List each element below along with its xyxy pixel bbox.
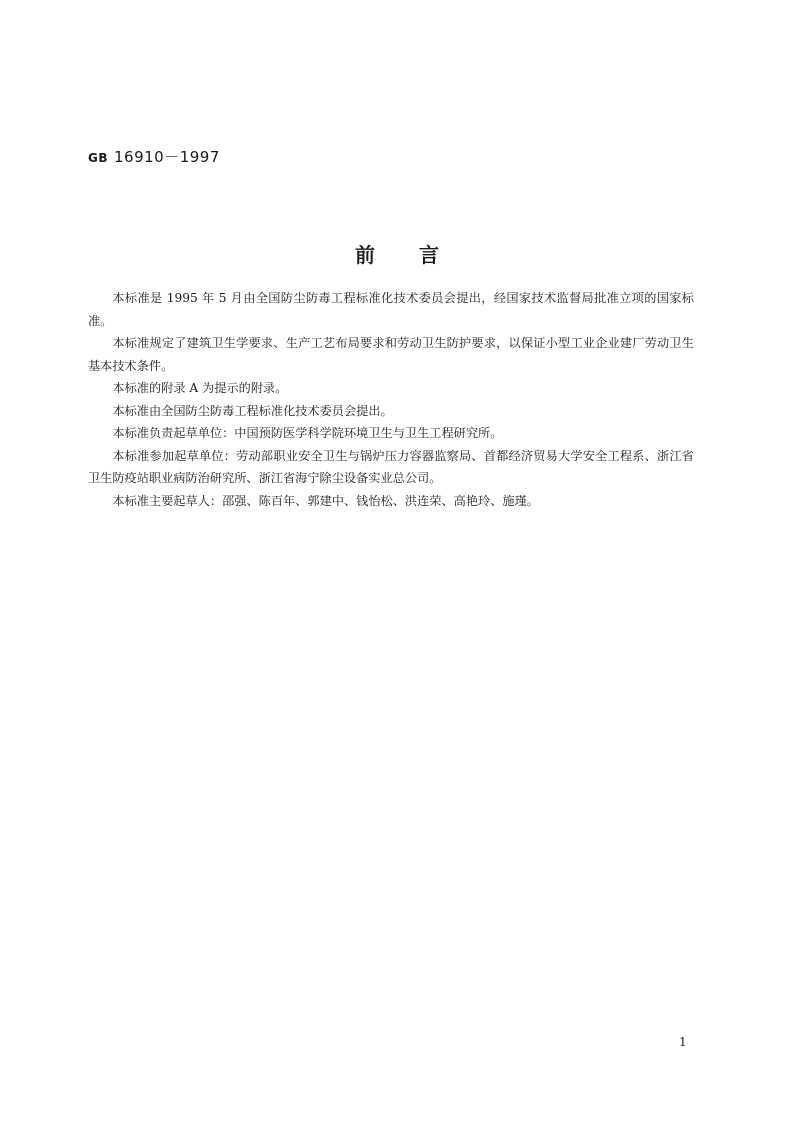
paragraph: 本标准参加起草单位：劳动部职业安全卫生与锅炉压力容器监察局、首都经济贸易大学安全工程系、浙江省卫生防疫站职业病防治研究所、浙江省海宁除尘设备实业总公司。 — [88, 448, 694, 485]
paragraph: 本标准是 1995 年 5 月由全国防尘防毒工程标准化技术委员会提出，经国家技术监督局批准立项的国家标准。 — [88, 291, 694, 328]
standard-code — [88, 146, 220, 167]
title-char-1: 前 — [355, 243, 375, 267]
standard-prefix: GB — [88, 151, 108, 165]
paragraph: 本标准规定了建筑卫生学要求、生产工艺布局要求和劳动卫生防护要求，以保证小型工业企业建厂劳动卫生基本技术条件。 — [88, 336, 694, 373]
preface-body — [88, 287, 694, 512]
standard-number: 16910－1997 — [114, 148, 220, 166]
paragraph: 本标准主要起草人：邵强、陈百年、郭建中、钱怡松、洪连荣、高艳玲、施瑾。 — [112, 493, 539, 508]
title-char-2: 言 — [419, 243, 439, 267]
paragraph: 本标准的附录 A 为提示的附录。 — [112, 381, 288, 395]
page-title — [0, 241, 794, 269]
page-number: 1 — [679, 1035, 687, 1049]
paragraph: 本标准由全国防尘防毒工程标准化技术委员会提出。 — [112, 403, 393, 418]
paragraph: 本标准负责起草单位：中国预防医学科学院环境卫生与卫生工程研究所。 — [112, 426, 503, 440]
